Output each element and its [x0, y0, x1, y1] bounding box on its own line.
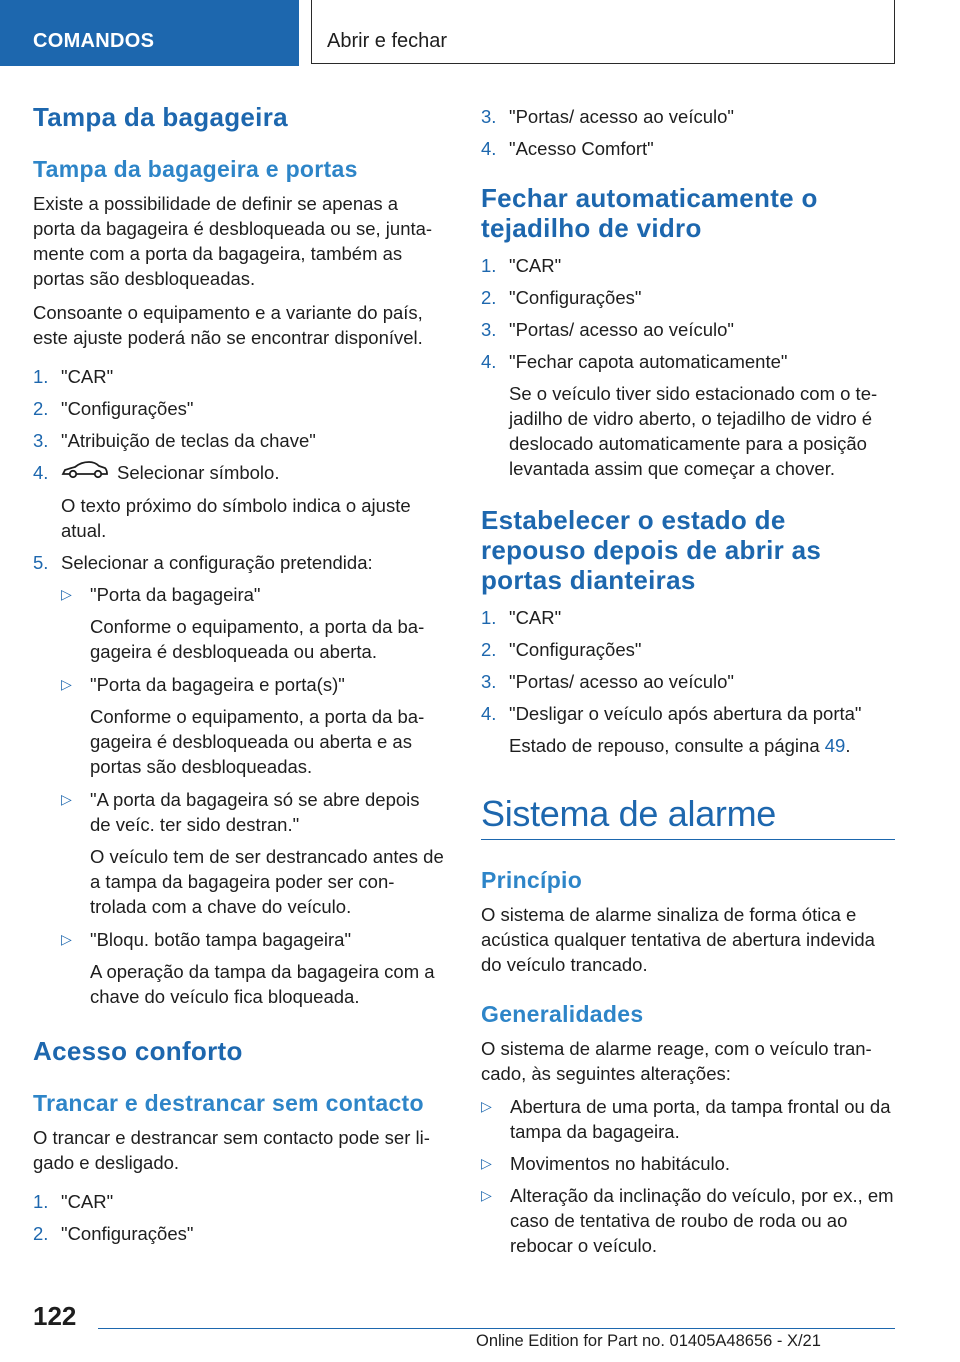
list-item [33, 1189, 445, 1214]
step-number: 3. [481, 319, 497, 340]
heading-rule [481, 839, 895, 840]
paragraph: O sistema de alarme reage, com o veículo tran-cado, às seguintes alterações: [481, 1038, 872, 1084]
step-text: Selecionar a configuração pretendida: [61, 552, 373, 574]
list-item [481, 1094, 895, 1144]
list-item [481, 605, 895, 630]
step-text: "CAR" [509, 255, 562, 276]
option-item [61, 927, 445, 952]
heading-comfort-access: Acesso conforto [33, 1036, 243, 1067]
heading-trunk-and-doors: Tampa da bagageira e portas [33, 156, 358, 182]
list-item [481, 349, 895, 374]
triangle-right-icon: ▷ [481, 1187, 492, 1203]
topic-tab [311, 0, 895, 64]
heading-rest-state: Estabelecer o estado de repouso depois de abrir as portas dianteiras [481, 505, 822, 595]
list-item [33, 1221, 445, 1246]
left-column [33, 98, 445, 1246]
list-item [481, 317, 895, 342]
triangle-right-icon: ▷ [61, 931, 72, 948]
step-note: Se o veículo tiver sido estacionado com o te-jadilho de vidro aberto, o tejadilho de vidro é deslocado automaticamente para a posição levantada assim que começar a chover. [509, 383, 878, 479]
step-number: 4. [481, 703, 497, 724]
step-number: 1. [33, 1191, 49, 1213]
step-text: "Portas/ acesso ao veículo" [509, 106, 734, 127]
step-number: 4. [481, 351, 497, 372]
triangle-right-icon: ▷ [61, 586, 72, 603]
option-label: "Porta da bagageira" [90, 584, 261, 606]
steps-list [33, 1189, 445, 1246]
step-number: 2. [481, 287, 497, 308]
step-text: "Configurações" [61, 398, 194, 419]
option-item [61, 582, 445, 607]
option-label: "Porta da bagageira e porta(s)" [90, 674, 345, 696]
heading-general: Generalidades [481, 1001, 644, 1027]
step-number: 3. [33, 430, 49, 451]
step-text: "Desligar o veículo após abertura da porta" [509, 703, 862, 724]
list-item [481, 104, 895, 129]
list-item [481, 253, 895, 278]
list-item [481, 701, 895, 726]
step-number: 5. [33, 552, 49, 574]
section-title: COMANDOS [33, 30, 155, 52]
step-text: "CAR" [509, 607, 562, 628]
edition-note: Online Edition for Part no. 01405A48656 - X/21 [476, 1332, 821, 1350]
option-desc: Conforme o equipamento, a porta da ba-gageira é desbloqueada ou aberta e as portas são desbloqueadas. [90, 706, 425, 778]
step-note: O texto próximo do símbolo indica o ajuste atual. [61, 495, 411, 542]
steps-list [33, 364, 445, 575]
note-text: Estado de repouso, consulte a página [509, 735, 825, 756]
page-link[interactable]: 49 [824, 735, 846, 756]
step-number: 3. [481, 106, 497, 127]
list-item [481, 1183, 895, 1258]
footer-rule [98, 1328, 895, 1329]
paragraph: O sistema de alarme sinaliza de forma ótica e acústica qualquer tentativa de abertura indevida do veículo trancado. [481, 904, 875, 975]
step-number: 1. [481, 255, 497, 276]
step-number: 2. [33, 1223, 49, 1245]
step-text: "Atribuição de teclas da chave" [61, 430, 316, 451]
list-item [481, 136, 895, 161]
list-item [481, 285, 895, 310]
step-text: "Portas/ acesso ao veículo" [509, 319, 734, 340]
step-text: "Configurações" [61, 1223, 194, 1245]
list-item [481, 637, 895, 662]
heading-principle: Princípio [481, 867, 583, 893]
triangle-right-icon: ▷ [481, 1098, 492, 1114]
step-number: 1. [481, 607, 497, 628]
heading-close-glass-roof: Fechar automaticamente o tejadilho de vidro [481, 183, 818, 243]
options-list [33, 582, 445, 1009]
step-text: "Portas/ acesso ao veículo" [509, 671, 734, 692]
steps-list [481, 253, 895, 481]
list-item [33, 550, 445, 575]
paragraph: Consoante o equipamento e a variante do país, este ajuste poderá não se encontrar disponível. [33, 302, 423, 348]
step-text: Selecionar símbolo. [117, 462, 280, 483]
paragraph: O trancar e destrancar sem contacto pode ser li-gado e desligado. [33, 1127, 430, 1174]
step-number: 2. [481, 639, 497, 660]
section-tab [0, 0, 299, 66]
step-text: "CAR" [61, 366, 114, 387]
steps-list [481, 605, 895, 758]
list-item [33, 460, 445, 486]
step-note [481, 733, 895, 758]
triangle-right-icon: ▷ [61, 791, 72, 808]
step-number: 4. [33, 462, 49, 483]
topic-title: Abrir e fechar [327, 30, 448, 52]
step-number: 3. [481, 671, 497, 692]
bullet-list [481, 1094, 895, 1258]
option-desc: A operação da tampa da bagageira com a chave do veículo fica bloqueada. [90, 961, 435, 1008]
note-text: . [845, 735, 851, 756]
list-item [33, 428, 445, 453]
bullet-text: Alteração da inclinação do veículo, por ex., em caso de tentativa de roubo de roda ou ao rebocar o veículo. [510, 1185, 894, 1256]
alarm-section-heading [481, 794, 895, 840]
paragraph: Existe a possibilidade de definir se apenas a porta da bagageira é desbloqueada ou se, junta-mente com a porta da bagageira, também as portas são desbloqueadas. [33, 193, 433, 289]
bullet-text: Movimentos no habitáculo. [510, 1153, 731, 1174]
step-text: "Configurações" [509, 287, 642, 308]
step-text: "CAR" [61, 1191, 114, 1213]
step-number: 2. [33, 398, 49, 419]
right-column [481, 104, 895, 1258]
step-text: "Acesso Comfort" [509, 138, 654, 159]
option-item [61, 672, 445, 697]
list-item [33, 396, 445, 421]
option-desc: Conforme o equipamento, a porta da ba-gageira é desbloqueada ou aberta. [90, 616, 425, 663]
step-number: 4. [481, 138, 497, 159]
step-text: "Fechar capota automaticamente" [509, 351, 788, 372]
page-number: 122 [33, 1301, 77, 1331]
step-number: 1. [33, 366, 49, 387]
option-label: "A porta da bagageira só se abre depois de veíc. ter sido destran." [90, 789, 420, 836]
steps-list [481, 104, 895, 161]
list-item [481, 1151, 895, 1176]
option-item [61, 787, 445, 837]
heading-trunk-lid: Tampa da bagageira [33, 102, 288, 132]
step-text: "Configurações" [509, 639, 642, 660]
heading-alarm-system: Sistema de alarme [481, 793, 777, 834]
list-item [33, 364, 445, 389]
option-desc: O veículo tem de ser destrancado antes de a tampa da bagageira poder ser con-trolada com a chave do veículo. [90, 846, 444, 918]
triangle-right-icon: ▷ [481, 1155, 492, 1171]
triangle-right-icon: ▷ [61, 676, 72, 693]
option-label: "Bloqu. botão tampa bagageira" [90, 929, 352, 951]
car-icon [61, 458, 109, 486]
heading-contactless: Trancar e destrancar sem contacto [33, 1090, 424, 1117]
list-item [481, 669, 895, 694]
bullet-text: Abertura de uma porta, da tampa frontal ou da tampa da bagageira. [510, 1096, 891, 1142]
